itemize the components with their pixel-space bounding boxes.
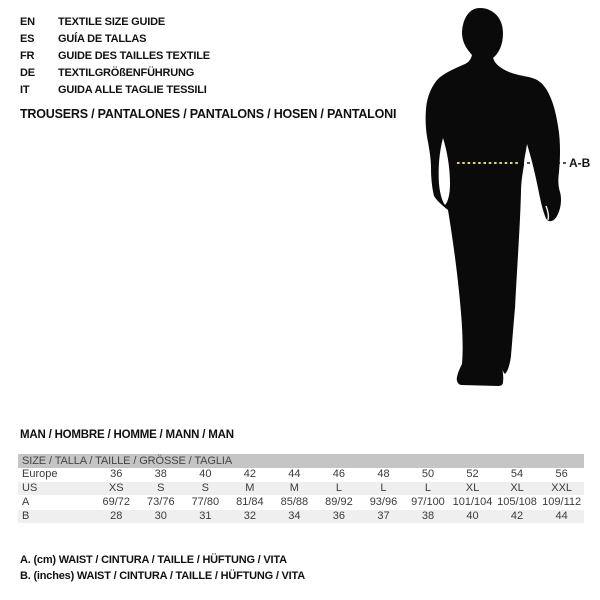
lang-code: EN [20, 15, 35, 28]
lang-code: DE [20, 66, 35, 79]
table-cell: XL [450, 482, 495, 496]
lang-code: ES [20, 32, 35, 45]
table-cell: 50 [406, 468, 451, 482]
lang-row-fr [20, 47, 210, 64]
table-cell: 77/80 [183, 496, 228, 510]
table-cell: 97/100 [406, 496, 451, 510]
table-cell: 81/84 [228, 496, 273, 510]
table-row-europe [18, 468, 584, 482]
table-cell: 46 [317, 468, 362, 482]
table-cell: 42 [495, 510, 540, 524]
lang-label: TEXTILE SIZE GUIDE [58, 15, 166, 28]
row-label: US [18, 482, 94, 496]
table-cell: 36 [317, 510, 362, 524]
table-cell: 89/92 [317, 496, 362, 510]
table-cell: 42 [228, 468, 273, 482]
table-cell: XS [94, 482, 139, 496]
table-cell: 30 [139, 510, 184, 524]
table-cell: 28 [94, 510, 139, 524]
language-guide-block [20, 13, 210, 98]
table-cell: S [139, 482, 184, 496]
table-cell: 73/76 [139, 496, 184, 510]
table-cell: 36 [94, 468, 139, 482]
table-row-b-inches [18, 510, 584, 524]
lang-row-es [20, 30, 210, 47]
lang-code: FR [20, 49, 35, 62]
row-label: Europe [18, 468, 94, 482]
lang-label: GUIDE DES TAILLES TEXTILE [58, 49, 210, 62]
note-a: A. (cm) WAIST / CINTURA / TAILLE / HÜFTUNG / VITA [20, 554, 287, 566]
figure-area [410, 0, 600, 400]
lang-row-en [20, 13, 210, 30]
table-cell: 54 [495, 468, 540, 482]
row-label: B [18, 510, 94, 524]
table-cell: 93/96 [361, 496, 406, 510]
table-cell: 109/112 [539, 496, 584, 510]
table-cell: M [228, 482, 273, 496]
table-cell: 38 [406, 510, 451, 524]
table-cell: L [317, 482, 362, 496]
table-cell: XL [495, 482, 540, 496]
note-b: B. (inches) WAIST / CINTURA / TAILLE / HÜFTUNG / VITA [20, 570, 305, 582]
table-cell: 105/108 [495, 496, 540, 510]
lang-label: GUÍA DE TALLAS [58, 32, 147, 45]
gender-heading: MAN / HOMBRE / HOMME / MANN / MAN [20, 429, 234, 441]
table-cell: 40 [450, 510, 495, 524]
table-cell: 44 [272, 468, 317, 482]
table-cell: 37 [361, 510, 406, 524]
measurement-notes [20, 552, 305, 584]
table-row-a-cm [18, 496, 584, 510]
lang-code: IT [20, 83, 30, 96]
row-label: A [18, 496, 94, 510]
size-table [18, 454, 584, 524]
table-cell: 101/104 [450, 496, 495, 510]
table-cell: 38 [139, 468, 184, 482]
lang-label: TEXTILGRÖßENFÜHRUNG [58, 66, 195, 79]
table-cell: 32 [228, 510, 273, 524]
table-cell: 56 [539, 468, 584, 482]
table-cell: 85/88 [272, 496, 317, 510]
table-cell: 34 [272, 510, 317, 524]
size-table-header: SIZE / TALLA / TAILLE / GRÖSSE / TAGLIA [18, 454, 584, 468]
table-cell: 69/72 [94, 496, 139, 510]
lang-row-it [20, 81, 210, 98]
size-table-header-row [18, 454, 584, 468]
table-cell: XXL [539, 482, 584, 496]
lang-row-de [20, 64, 210, 81]
table-cell: 52 [450, 468, 495, 482]
lang-label: GUIDA ALLE TAGLIE TESSILI [58, 83, 207, 96]
measurement-label: A-B [569, 156, 591, 170]
table-cell: 40 [183, 468, 228, 482]
table-cell: M [272, 482, 317, 496]
man-silhouette-figure [410, 0, 600, 400]
table-cell: 44 [539, 510, 584, 524]
category-heading: TROUSERS / PANTALONES / PANTALONS / HOSEN / PANTALONI [20, 107, 397, 121]
table-cell: 48 [361, 468, 406, 482]
table-cell: S [183, 482, 228, 496]
table-row-us [18, 482, 584, 496]
table-cell: 31 [183, 510, 228, 524]
table-cell: L [406, 482, 451, 496]
table-cell: L [361, 482, 406, 496]
